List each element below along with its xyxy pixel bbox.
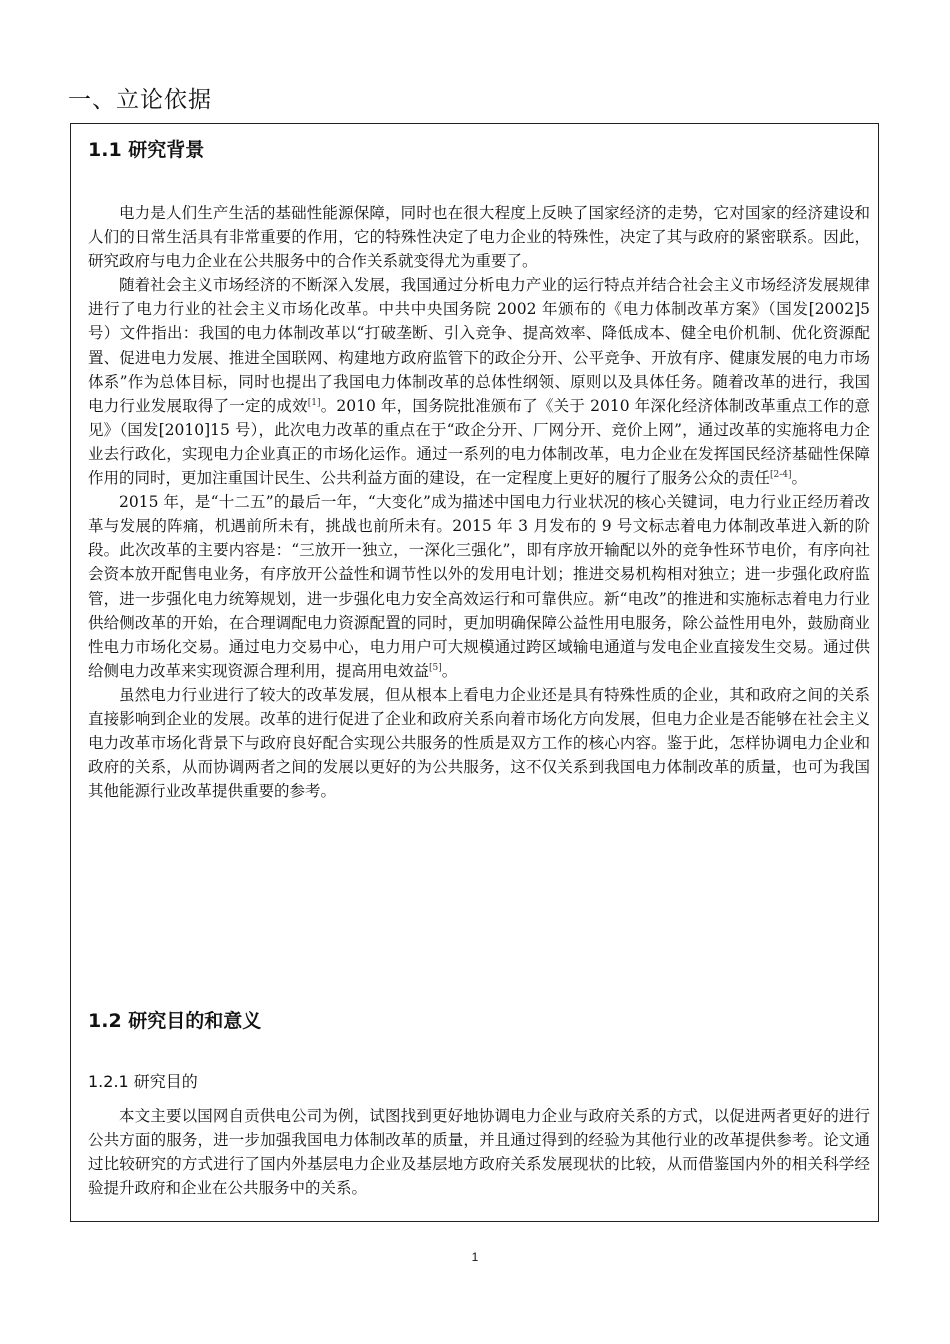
paragraph-4: 虽然电力行业进行了较大的改革发展，但从根本上看电力企业还是具有特殊性质的企业，其和政府之间的关系直接影响到企业的发展。改革的进行促进了企业和政府关系向着市场化方向发展，但电力企业是否能够在社会主义电力改革市场化背景下与政府良好配合实现公共服务的性质是双方工作的核心内容。鉴于此，怎样协调电力企业和政府的关系，从而协调两者之间的发展以更好的为公共服务，这不仅关系到我国电力体制改革的质量，也可为我国其他能源行业改革提供重要的参考。: [88, 685, 870, 801]
heading-1-2: 1.2 研究目的和意义: [88, 1010, 262, 1032]
paragraph-2-text-b: 。2010 年，国务院批准颁布了《关于 2010 年深化经济体制改革重点工作的意见》（国发[2010]15 号），此次电力改革的重点在于“政企分开、厂网分开、竞价上网”，通过改革的实施将电力企业去行政化，实现电力企业真正的市场化运作。通过一系列的电力体制改革，电力企业在发挥国民经济基础性保障作用的同时，更加注重国计民生、公共利益方面的建设，在一定程度上更好的履行了服务公众的责任: [88, 396, 870, 488]
heading-1-2-1: 1.2.1 研究目的: [88, 1072, 198, 1091]
paragraph-2: [88, 273, 870, 490]
paragraph-2-text-c: 。: [791, 469, 808, 488]
page-number: 1: [471, 1250, 479, 1264]
section-1-2-1-body: [88, 1104, 870, 1200]
section-1-1-body: [88, 201, 870, 803]
heading-1-1: 1.1 研究背景: [88, 139, 205, 161]
citation-1: [1]: [307, 397, 321, 408]
citation-5: [5]: [429, 662, 442, 673]
paragraph-3-text-a: 2015 年，是“十二五”的最后一年，“大变化”成为描述中国电力行业状况的核心关键词，电力行业正经历着改革与发展的阵痛，机遇前所未有，挑战也前所未有。2015 年 3 月发布的 9 号文标志着电力体制改革进入新的阶段。此次改革的主要内容是：“三放开一独立，一深化三强化”，即有序放开输配以外的竞争性环节电价，有序向社会资本放开配售电业务，有序放开公益性和调节性以外的发用电计划；推进交易机构相对独立；进一步强化政府监管，进一步强化电力统筹规划，进一步强化电力安全高效运行和可靠供应。新“电改”的推进和实施标志着电力行业供给侧改革的开始，在合理调配电力资源配置的同时，更加明确保障公益性用电服务，除公益性用电外，鼓励商业性电力市场化交易。通过电力交易中心，电力用户可大规模通过跨区域输电通道与发电企业直接发生交易。通过供给侧电力改革来实现资源合理利用，提高用电效益: [88, 493, 870, 680]
paragraph-3-text-b: 。: [441, 661, 458, 680]
paragraph-5: 本文主要以国网自贡供电公司为例，试图找到更好地协调电力企业与政府关系的方式，以促进两者更好的进行公共方面的服务，进一步加强我国电力体制改革的质量，并且通过得到的经验为其他行业的改革提供参考。论文通过比较研究的方式进行了国内外基层电力企业及基层地方政府关系发展现状的比较，从而借鉴国内外的相关科学经验提升政府和企业在公共服务中的关系。: [88, 1107, 870, 1198]
paragraph-2-text-a: 随着社会主义市场经济的不断深入发展，我国通过分析电力产业的运行特点并结合社会主义市场经济发展规律进行了电力行业的社会主义市场化改革。中共中央国务院 2002 年颁布的《电力体制改革方案》（国发[2002]5 号）文件指出：我国的电力体制改革以“打破垄断、引入竞争、提高效率、降低成本、健全电价机制、优化资源配置、促进电力发展、推进全国联网、构建地方政府监管下的政企分开、公平竞争、开放有序、健康发展的电力市场体系”作为总体目标，同时也提出了我国电力体制改革的总体性纲领、原则以及具体任务。随着改革的进行，我国电力行业发展取得了一定的成效: [88, 276, 870, 415]
section-title: 一、立论依据: [68, 87, 212, 113]
citation-2-4: [2-4]: [770, 469, 792, 480]
paragraph-1: 电力是人们生产生活的基础性能源保障，同时也在很大程度上反映了国家经济的走势，它对国家的经济建设和人们的日常生活具有非常重要的作用，它的特殊性决定了电力企业的特殊性，决定了其与政府的紧密联系。因此，研究政府与电力企业在公共服务中的合作关系就变得尤为重要了。: [88, 204, 870, 271]
paragraph-3: [88, 490, 870, 683]
